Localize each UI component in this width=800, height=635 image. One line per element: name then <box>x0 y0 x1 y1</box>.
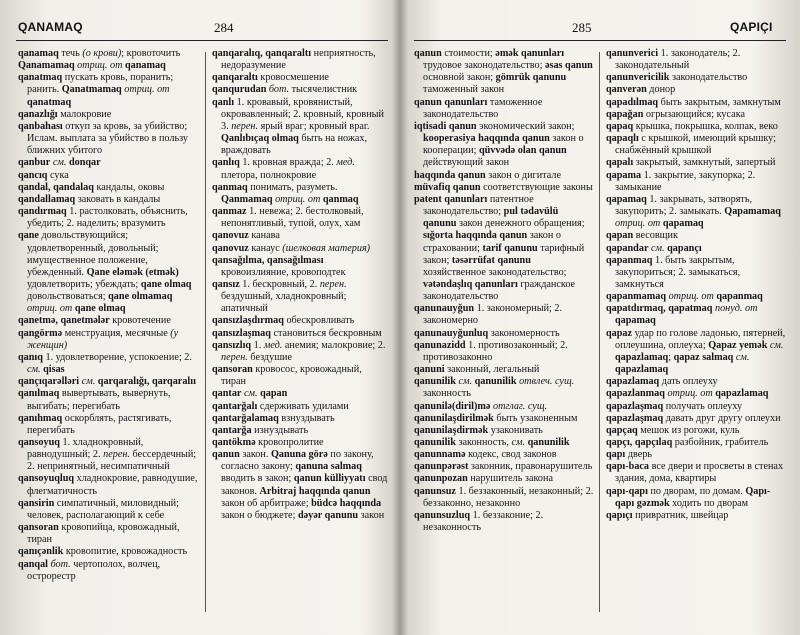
left-header-word: QANAMAQ <box>18 20 83 34</box>
dictionary-entry: qanlıq 1. кровная вражда; 2. мед. плетора, полнокровие <box>212 157 355 181</box>
dictionary-entry: qandırmaq 1. растолковать, объяснить, убедить; 2. наделить; вразумить <box>18 206 188 230</box>
left-header-rule <box>16 40 388 41</box>
dictionary-entry: qanıhmaq оскорблять, растягивать, перегибать <box>18 412 172 436</box>
dictionary-entry: qapaqlı с крышкой, имеющий крышку; снабжённый крышкой <box>606 133 776 157</box>
dictionary-entry: qanunilə(diril)mə отглаг. сущ. <box>414 400 548 412</box>
dictionary-entry: qansızlaşdırmaq обескровливать <box>212 315 355 327</box>
dictionary-entry: qanunilik см. qanunilik отвлеч. сущ. законность <box>414 376 575 400</box>
dictionary-entry: qanun qanunları таможенное законодательство <box>414 96 543 120</box>
dictionary-entry: patent qanunları патентное законодательство; pul tədavülü qanunu закон денежного обращения; sığorta haqqında qanun закон о страховании; tarif qanunu тарифный закон; təsərrüfat qanunu хозяйственное законодательство; vətəndaşlıq qanunları гражданское законодательство <box>414 193 585 303</box>
dictionary-entry: Qanamamaq отриц. от qanamaq <box>18 60 166 72</box>
dictionary-entry: qanovuz канава <box>212 230 280 242</box>
dictionary-entry: iqtisadi qanun экономический закон; kooperasiya haqqında qanun закон о кооперации; qüvvədə olan qanun действующий закон <box>414 120 584 169</box>
dictionary-entry: qanunnamə кодекс, свод законов <box>414 449 557 461</box>
dictionary-entry: qansirin симпатичный, миловидный; человек, располагающий к себе <box>18 497 179 521</box>
dictionary-entry: qanqaralıq, qanqaraltı неприятность, недоразумение <box>212 48 376 72</box>
dictionary-entry: qapanmamaq отриц. от qapanmaq <box>606 291 763 303</box>
dictionary-entry: qanlı 1. кровавый, кровянистый, окровавленный; 2. кровный, кровный 3. перен. ярый враг; кровный враг. Qanlıbıçaq olmaq быть на ножах, враждовать <box>212 96 384 157</box>
left-column-1 <box>18 48 198 583</box>
dictionary-entry: qanıçənlik кровопитие, кровожадность <box>18 546 188 558</box>
dictionary-entry: qantökmə кровопролитие <box>212 437 324 448</box>
dictionary-entry: qansoyuqluq хладнокровие, равнодушие, флегматичность <box>18 473 198 497</box>
dictionary-entry: qapamaq 1. закрывать, затворять, закупорить; 2. замыкать. Qapamamaq отриц. от qapamaq <box>606 193 781 230</box>
dictionary-entry: qapandar см. qapançı <box>606 242 702 254</box>
dictionary-entry: qanunvericilik законодательство <box>606 72 748 84</box>
dictionary-entry: qanmaz 1. невежа; 2. бестолковый, непонятливый, тупой, олух, хам <box>212 206 364 230</box>
dictionary-entry: qapıçı привратник, швейцар <box>606 509 729 521</box>
dictionary-entry: müvafiq qanun соответствующие законы <box>414 181 593 193</box>
dictionary-entry: qanunazidd 1. противозаконный; 2. противозаконно <box>414 339 568 363</box>
dictionary-entry: qanunverici 1. законодатель; 2. законодательный <box>606 48 741 72</box>
dictionary-entry: qapan весовщик <box>606 230 678 242</box>
dictionary-entry: qapağan огрызающийся; кусака <box>606 108 746 120</box>
dictionary-entry: qanun стоимости; əmək qanunları трудовое законодательство; əsas qanun основной закон; gömrük qanunu таможенный закон <box>414 48 593 96</box>
right-header-word: QAPIÇI <box>730 20 773 34</box>
dictionary-entry: qanunauyğun 1. закономерный; 2. закономерно <box>414 303 563 327</box>
dictionary-entry: qansız 1. бескровный, 2. перен. бездушный, хладнокровный; апатичный <box>212 278 347 315</box>
dictionary-entry: qandal, qandalaq кандалы, оковы <box>18 181 165 193</box>
dictionary-entry: qapatdırmaq, qapatmaq понуд. от qapamaq <box>606 303 758 327</box>
dictionary-entry: qanbahası откуп за кровь, за убийство; Ислам. выплата за убийство в пользу ближних убитого <box>18 120 189 157</box>
dictionary-entry: qancıq сука <box>18 169 69 181</box>
dictionary-entry: qanunauyğunluq закономерность <box>414 327 560 339</box>
dictionary-entry: qansızlaşmaq становиться бескровным <box>212 327 382 339</box>
dictionary-entry: qanetmə, qanetmələr кровотечение <box>18 315 171 327</box>
right-page <box>400 0 800 635</box>
dictionary-entry: qandallamaq заковать в кандалы <box>18 193 161 205</box>
dictionary-entry: qansoyuq 1. хладнокровный, равнодушный; 2. перен. бессердечный; 2. непринятный, несимпатичный <box>18 437 197 473</box>
right-page-header <box>400 20 800 40</box>
dictionary-entry: qanuni законный, легальный <box>414 364 540 376</box>
dictionary-entry: qantarğa изнуздывать <box>212 424 309 436</box>
dictionary-entry: qanunsuz 1. беззаконный, незаконный; 2. беззаконно, незаконно <box>414 485 594 509</box>
dictionary-entry: qane довольствующийся; удовлетворенный, довольный; имущественное положение, убежденный. Qane eləmək (etmək) удовлетворить; убеждать; qane olmaq довольствоваться; qane olmamaq отриц. от qane olmaq <box>18 230 192 315</box>
dictionary-entry: qapadılmaq быть закрытым, замкнутым <box>606 96 781 108</box>
dictionary-entry: qanıq 1. удовлетворение, успокоение; 2. см. qisas <box>18 351 192 376</box>
dictionary-entry: qapaz удар по голове ладонью, пятерней, оплеушина, оплеуха; Qapaz yemək см. qapazlamaq; qapaz salmaq см. qapazlamaq <box>606 327 786 376</box>
dictionary-entry: qapaq крышка, покрышка, колпак, веко <box>606 120 778 132</box>
dictionary-entry: qanqaraltı кровосмешение <box>212 72 329 84</box>
dictionary-entry: qapçı, qapçılaq разбойник, грабитель <box>606 437 769 448</box>
dictionary-entry: qansağılma, qansağılması кровоизлияние, кровоподтек <box>212 254 346 278</box>
left-column-divider <box>205 52 206 612</box>
dictionary-entry: qanatmaq пускать кровь, поранить; ранить. Qanatmamaq отриц. от qanatmaq <box>18 72 174 108</box>
dictionary-entry: qapazlaşmaq получать оплеуху <box>606 400 743 412</box>
dictionary-entry: qanunpozan нарушитель закона <box>414 473 553 485</box>
dictionary-entry: qanqurudan бот. тысячелистник <box>212 84 358 96</box>
dictionary-entry: qançıqarəlləri см. qarqaralığı, qarqaralıı <box>18 376 196 388</box>
left-page-header <box>0 20 400 40</box>
dictionary-entry: qapı-baca все двери и просветы в стенах здания, дома, квартиры <box>606 461 784 485</box>
dictionary-entry: qanunilik законность, см. qanunilik <box>414 437 570 448</box>
right-header-rule <box>414 40 786 41</box>
dictionary-entry: qantarğalı сдерживать удилами <box>212 400 349 412</box>
dictionary-entry: qapazlanmaq отриц. от qapazlamaq <box>606 388 769 400</box>
dictionary-entry: qapanmaq 1. быть закрытым, закупориться; 2. замыкаться, замкнуться <box>606 254 741 290</box>
left-page-number: 284 <box>214 20 234 35</box>
dictionary-entry: qanunsuzluq 1. беззаконие; 2. незаконность <box>414 509 544 534</box>
dictionary-entry: qapı-qapı по дворам, по домам. Qapı-qapı gəzmək ходить по дворам <box>606 485 771 509</box>
right-column-1 <box>414 48 594 534</box>
dictionary-entry: qanamaq течь (о крови); кровоточить <box>18 48 181 59</box>
dictionary-entry: qanbur см. donqar <box>18 157 101 169</box>
dictionary-entry: qansoran кровопийца, кровожадный, тиран <box>18 522 180 546</box>
dictionary-entry: qanovuz канаус (шелковая материя) <box>212 242 371 254</box>
dictionary-entry: qapazlamaq дать оплеуху <box>606 376 718 388</box>
dictionary-entry: qapama 1. закрытие, закупорка; 2. замыкание <box>606 169 756 193</box>
dictionary-entry: qapçaq мешок из рогожи, куль <box>606 424 740 436</box>
dictionary-entry: qantarğalamaq взнуздывать <box>212 412 335 424</box>
dictionary-entry: qanun закон. Qanuna görə по закону, согласно закону; qanuna salmaq вводить в закон; qanun külliyyatı свод законов. Arbitraj haqqında qanun закон об арбитраже; büdcə haqqında закон о бюджете; dəyər qanunu закон <box>212 449 388 521</box>
dictionary-entry: qantar см. qapan <box>212 388 288 400</box>
dictionary-entry: qanunpərəst законник, правонарушитель <box>414 461 593 473</box>
dictionary-entry: qanunilaşdirilmək быть узаконенным <box>414 412 578 424</box>
dictionary-entry: qanverən донор <box>606 84 676 96</box>
dictionary-entry: qanılmaq вывертывать, вывернуть, выгибать; перегибать <box>18 388 171 412</box>
dictionary-entry: qapalı закрытый, замкнутый, запертый <box>606 157 776 169</box>
book-gutter <box>392 0 408 635</box>
dictionary-entry: qanmaq понимать, разуметь. Qanmamaq отриц. от qanmaq <box>212 181 359 205</box>
dictionary-entry: qansızlıq 1. мед. анемия; малокровие; 2. перен. бездушие <box>212 339 386 363</box>
dictionary-entry: haqqında qanun закон о дигитале <box>414 169 561 181</box>
dictionary-entry: qanazlığı малокровие <box>18 108 112 120</box>
dictionary-entry: qangörmə менструация, месячные (у женщин) <box>18 327 179 351</box>
left-column-2 <box>212 48 388 522</box>
right-page-number: 285 <box>572 20 592 35</box>
dictionary-entry: qansoran кровосос, кровожадный, тиран <box>212 364 362 388</box>
dictionary-entry: qapı дверь <box>606 449 653 461</box>
dictionary-entry: qapazlaşmaq давать друг другу оплеухи <box>606 412 781 424</box>
right-column-divider <box>599 52 600 612</box>
right-column-2 <box>606 48 786 522</box>
dictionary-entry: qanunilaşdirmək узаконивать <box>414 424 543 436</box>
dictionary-entry: qanqal бот. чертополох, волчец, острорестр <box>18 558 161 582</box>
